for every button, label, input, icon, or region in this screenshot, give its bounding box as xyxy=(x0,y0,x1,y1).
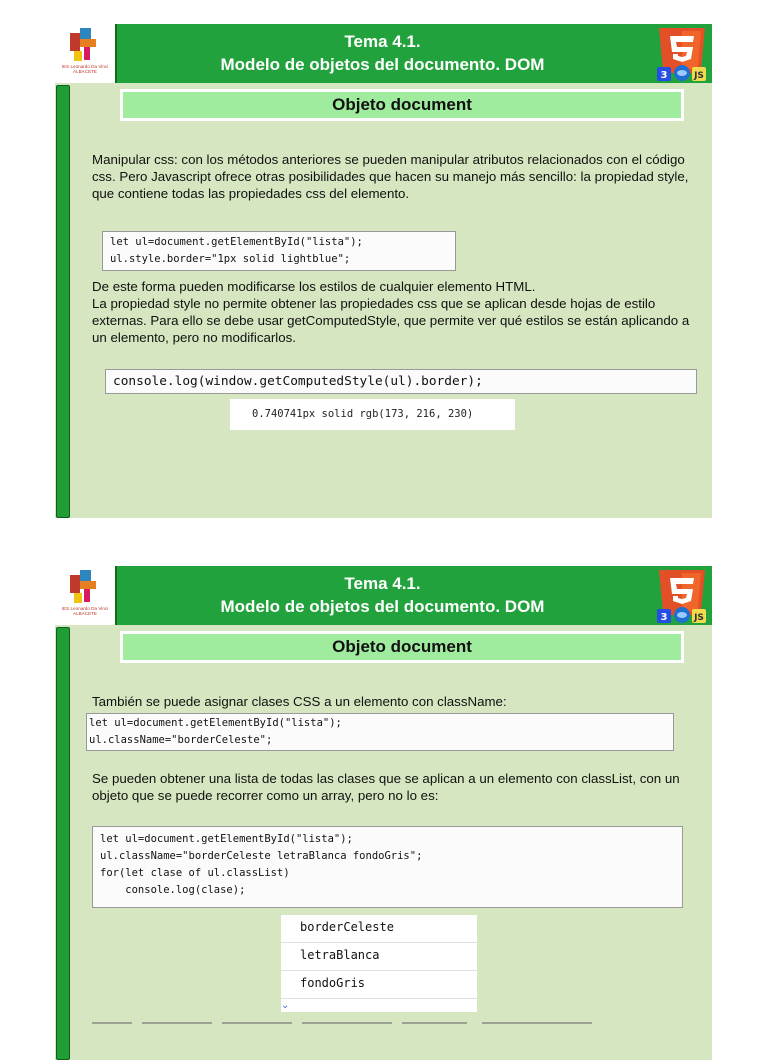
side-bar xyxy=(56,627,70,1060)
svg-text:JS: JS xyxy=(694,613,704,623)
slide-header xyxy=(55,566,712,625)
title-line-1: Tema 4.1. xyxy=(344,574,421,593)
code-block-computed: console.log(window.getComputedStyle(ul).border); xyxy=(105,369,697,394)
slide-2 xyxy=(55,566,712,1060)
html5-css3-js-icon xyxy=(654,568,710,624)
classlist-paragraph: Se pueden obtener una lista de todas las clases que se aplican a un elemento con classList, con un objeto que se puede recorrer como un array, pero no lo es: xyxy=(92,771,680,803)
svg-text:3: 3 xyxy=(660,70,668,81)
code-block-classlist: let ul=document.getElementById("lista"); ul.className="borderCeleste letraBlanca fondoGris"; for(let clase of ul.classList) console.log(clase); xyxy=(92,826,683,908)
list-item: borderCeleste xyxy=(281,915,477,943)
title-line-1: Tema 4.1. xyxy=(344,32,421,51)
slide-header xyxy=(55,24,712,83)
console-output: 0.740741px solid rgb(173, 216, 230) xyxy=(230,399,515,430)
slide-title xyxy=(117,30,648,76)
school-logo xyxy=(55,24,117,83)
list-item: fondoGris xyxy=(281,971,477,999)
html5-css3-js-icon xyxy=(654,26,710,82)
slide-subtitle: Objeto document xyxy=(120,631,684,663)
svg-text:3: 3 xyxy=(660,612,668,623)
side-bar xyxy=(56,85,70,518)
title-line-2: Modelo de objetos del documento. DOM xyxy=(220,597,545,616)
classname-paragraph: También se puede asignar clases CSS a un elemento con className: xyxy=(92,694,507,709)
logo-text: IES Leonardo Da Vinci xyxy=(61,64,109,69)
svg-text:JS: JS xyxy=(694,71,704,81)
school-logo xyxy=(55,566,117,625)
style-paragraph: De este forma pueden modificarse los estilos de cualquier elemento HTML. La propiedad style no permite obtener las propiedades css que se aplican desde hojas de estilo externas. Para ello se debe usar getComputedStyle, que permite ver qué estilos se están aplicando a un elemento, pero no modificarlos. xyxy=(92,279,690,345)
cropped-text-line xyxy=(92,1018,592,1024)
logo-subtext: ALBACETE xyxy=(73,69,97,74)
logo-text: IES Leonardo Da Vinci xyxy=(61,606,109,611)
code-block-classname: let ul=document.getElementById("lista"); ul.className="borderCeleste"; xyxy=(86,713,674,751)
list-item: letraBlanca xyxy=(281,943,477,971)
slide-title xyxy=(117,572,648,618)
chevron-down-icon[interactable]: ⌄ xyxy=(281,1000,290,1011)
code-block-style: let ul=document.getElementById("lista"); ul.style.border="1px solid lightblue"; xyxy=(102,231,456,271)
slide-1 xyxy=(55,24,712,518)
logo-subtext: ALBACETE xyxy=(73,611,97,616)
title-line-2: Modelo de objetos del documento. DOM xyxy=(220,55,545,74)
intro-paragraph: Manipular css: con los métodos anteriores se pueden manipular atributos relacionados con el código css. Pero Javascript ofrece otras posibilidades que hacen su manejo más sencillo: la propiedad style, que contiene todas las propiedades css del elemento. xyxy=(92,152,689,201)
console-output-list xyxy=(281,915,477,1012)
slide-subtitle: Objeto document xyxy=(120,89,684,121)
